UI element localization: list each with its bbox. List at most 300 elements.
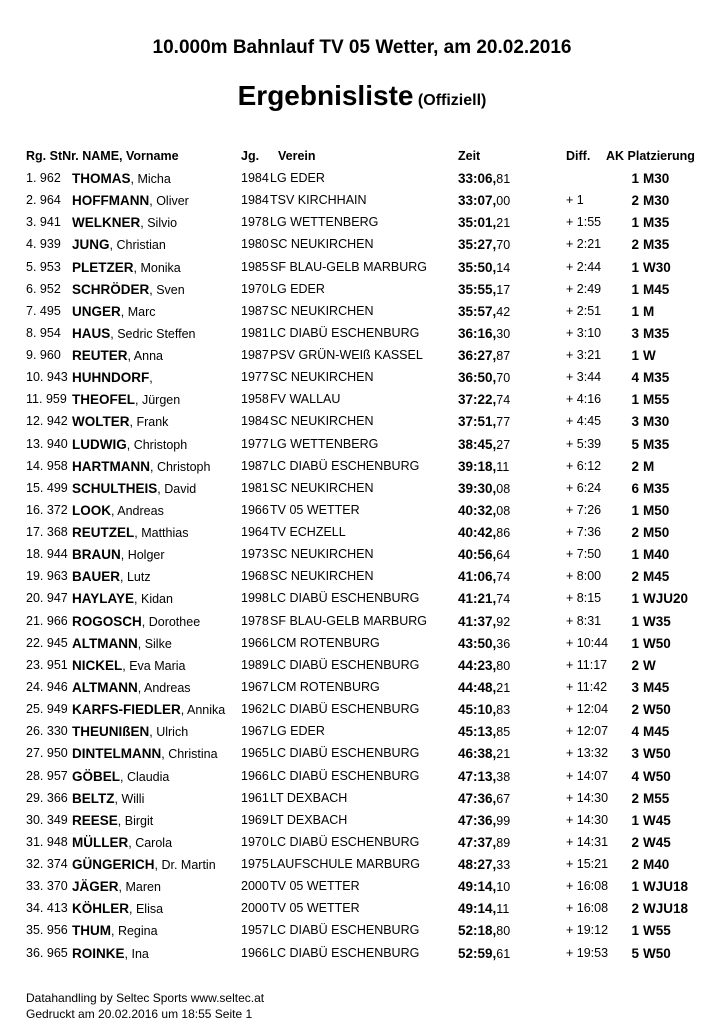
ak-place: 2 [631, 193, 639, 209]
surname: THUM [72, 923, 111, 939]
athlete-name [72, 636, 172, 651]
surname: ROGOSCH [72, 613, 142, 629]
athlete-name [72, 857, 216, 872]
table-row [0, 503, 724, 525]
rank-stnr [26, 746, 68, 760]
ak-place: 5 [631, 945, 639, 961]
birth-year: 1978 [241, 613, 269, 628]
surname: DINTELMANN [72, 746, 162, 762]
time-main: 47:36 [458, 812, 493, 828]
time-diff: + 15:21 [566, 857, 609, 872]
name-separator: , [117, 813, 125, 828]
birth-year: 1977 [241, 370, 269, 385]
time-hundredths: 81 [496, 172, 511, 186]
rank-stnr [26, 414, 68, 428]
time-hundredths: 70 [496, 238, 511, 253]
first-name: Dorothee [148, 614, 201, 629]
start-number: 374 [46, 857, 68, 872]
athlete-name [72, 193, 189, 208]
ak-place: 1 [631, 281, 639, 297]
ak-class: M35 [643, 480, 670, 496]
athlete-name [72, 304, 156, 319]
time-hundredths: 14 [496, 260, 511, 275]
start-number: 952 [39, 281, 61, 296]
athlete-name [72, 547, 165, 562]
athlete-name [72, 614, 200, 629]
ak-place: 1 [631, 923, 639, 939]
page-subtitle [0, 80, 724, 112]
rank-stnr [26, 658, 68, 672]
ak-place: 3 [631, 746, 639, 762]
ak-class: M55 [643, 392, 670, 408]
club: LC DIABÜ ESCHENBURG [270, 657, 420, 672]
club: LC DIABÜ ESCHENBURG [270, 746, 420, 761]
ak-place: 1 [631, 635, 639, 651]
surname: BELTZ [72, 790, 115, 806]
rank-stnr [26, 879, 68, 893]
start-number: 943 [46, 370, 68, 385]
finish-time: 35:01,21 [458, 215, 511, 231]
birth-year: 1965 [241, 746, 269, 761]
ak-place: 1 [631, 303, 639, 319]
start-number: 957 [46, 768, 68, 783]
first-name: Anna [133, 349, 163, 364]
finish-time: 40:56,64 [458, 547, 511, 563]
ak-class: W35 [643, 613, 671, 629]
club: LC DIABÜ ESCHENBURG [270, 591, 420, 606]
table-row [0, 680, 724, 702]
first-name: Micha [137, 172, 171, 186]
time-diff: + 4:45 [566, 414, 602, 429]
athlete-name [72, 946, 149, 961]
column-header-year: Jg. [241, 149, 260, 163]
surname: GÜNGERICH [72, 857, 155, 873]
first-name: Christoph [156, 459, 211, 474]
surname: NICKEL [72, 657, 123, 673]
athlete-name [72, 392, 180, 407]
rank: 10. [26, 370, 44, 385]
table-row [0, 260, 724, 282]
first-name: Frank [136, 415, 169, 430]
finish-time: 52:59,61 [458, 945, 511, 961]
ak-class: M45 [643, 679, 670, 695]
start-number: 962 [39, 171, 61, 185]
name-separator: , [154, 858, 162, 873]
rank: 36. [26, 945, 44, 960]
ak-class: M [643, 458, 655, 474]
start-number: 946 [46, 679, 68, 694]
time-diff: + 16:08 [566, 879, 609, 894]
time-main: 37:51 [458, 414, 493, 430]
start-number: 940 [46, 436, 68, 451]
rank-stnr [26, 304, 61, 318]
ak-class: M40 [643, 547, 670, 563]
rank-stnr [26, 813, 68, 827]
first-name: Andreas [144, 680, 191, 695]
first-name: Carola [135, 835, 173, 850]
table-row [0, 525, 724, 547]
time-main: 52:18 [458, 923, 493, 939]
first-name: Willi [121, 791, 145, 806]
rank: 29. [26, 790, 44, 805]
ak-place: 2 [631, 657, 639, 673]
time-diff: + 2:44 [566, 259, 602, 274]
finish-time: 47:13,38 [458, 768, 511, 784]
rank: 32. [26, 857, 44, 872]
athlete-name [72, 658, 185, 673]
athlete-name [72, 370, 153, 385]
ak-class: WJU20 [643, 591, 689, 607]
ak-place: 2 [631, 790, 639, 806]
time-main: 40:42 [458, 525, 493, 541]
club: LC DIABÜ ESCHENBURG [270, 325, 420, 340]
club: LC DIABÜ ESCHENBURG [270, 945, 420, 960]
start-number: 366 [46, 790, 68, 805]
name-separator: , [128, 835, 136, 850]
birth-year: 1957 [241, 923, 269, 938]
surname: REUTER [72, 348, 128, 364]
time-main: 33:06 [458, 171, 493, 186]
table-row [0, 658, 724, 680]
birth-year: 1973 [241, 547, 269, 562]
rank-stnr [26, 237, 61, 251]
surname: HAYLAYE [72, 591, 135, 607]
rank: 33. [26, 879, 44, 894]
birth-year: 1987 [241, 458, 269, 473]
ak-place: 4 [631, 768, 639, 784]
ak-class: W50 [643, 702, 671, 718]
rank: 27. [26, 746, 44, 761]
rank: 15. [26, 480, 44, 495]
rank-stnr [26, 215, 61, 229]
athlete-name [72, 237, 166, 252]
rank-stnr [26, 901, 68, 915]
ak-place: 1 [631, 502, 639, 518]
table-row [0, 813, 724, 835]
first-name: Sedric Steffen [117, 326, 196, 341]
time-hundredths: 99 [496, 813, 511, 828]
table-row [0, 326, 724, 348]
finish-time: 41:21,74 [458, 591, 511, 607]
name-separator: , [161, 747, 169, 762]
time-hundredths: 80 [496, 658, 511, 673]
time-diff: + 8:15 [566, 591, 602, 606]
athlete-name [72, 724, 188, 739]
ak-class: M40 [643, 857, 670, 873]
surname: LOOK [72, 502, 111, 518]
birth-year: 1984 [241, 193, 269, 208]
time-main: 49:14 [458, 879, 493, 895]
time-hundredths: 61 [496, 946, 511, 961]
finish-time: 35:55,17 [458, 281, 511, 297]
time-hundredths: 21 [496, 216, 511, 231]
name-separator: , [111, 503, 118, 518]
start-number: 372 [46, 502, 68, 517]
ak-place: 2 [631, 525, 639, 541]
time-diff: + 16:08 [566, 901, 609, 916]
name-separator: , [149, 725, 157, 740]
finish-time: 52:18,80 [458, 923, 511, 939]
time-hundredths: 86 [496, 526, 511, 541]
time-main: 35:57 [458, 303, 493, 319]
ak-class: M55 [643, 790, 670, 806]
finish-time: 47:36,99 [458, 812, 511, 828]
club: LG WETTENBERG [270, 215, 379, 230]
birth-year: 1966 [241, 768, 269, 783]
table-row [0, 547, 724, 569]
time-main: 45:13 [458, 724, 493, 740]
name-separator: , [149, 371, 153, 386]
rank-stnr [26, 857, 68, 871]
name-separator: , [118, 880, 126, 895]
birth-year: 1980 [241, 237, 269, 252]
time-hundredths: 83 [496, 703, 511, 718]
ak-class: W [643, 348, 656, 364]
athlete-name [72, 879, 161, 894]
name-separator: , [141, 614, 149, 629]
time-main: 38:45 [458, 436, 493, 452]
time-hundredths: 11 [496, 902, 510, 917]
first-name: Jürgen [141, 393, 181, 408]
rank: 18. [26, 547, 44, 562]
ak-place: 2 [631, 857, 639, 873]
time-diff: + 12:07 [566, 724, 609, 739]
rank: 35. [26, 923, 44, 938]
surname: BAUER [72, 569, 121, 585]
ak-place: 1 [631, 392, 639, 408]
ak-class: W50 [643, 768, 671, 784]
rank: 3. [26, 215, 37, 230]
table-row [0, 702, 724, 724]
start-number: 963 [46, 569, 68, 584]
ak-place: 1 [631, 613, 639, 629]
time-hundredths: 74 [496, 570, 511, 585]
rank: 28. [26, 768, 44, 783]
ak-class: W45 [643, 812, 671, 828]
finish-time: 40:32,08 [458, 502, 511, 518]
table-row [0, 835, 724, 857]
start-number: 942 [46, 414, 68, 429]
ak-class: W30 [643, 259, 671, 275]
name-separator: , [114, 791, 122, 806]
club: SC NEUKIRCHEN [270, 303, 374, 318]
ak-class: M50 [643, 502, 670, 518]
name-separator: , [137, 636, 145, 651]
name-separator: , [110, 326, 118, 341]
time-diff: + 7:50 [566, 547, 602, 562]
time-main: 44:23 [458, 657, 493, 673]
birth-year: 1958 [241, 392, 269, 407]
start-number: 965 [46, 945, 68, 960]
rank-stnr [26, 503, 68, 517]
club: TSV KIRCHHAIN [270, 193, 367, 208]
first-name: Maren [125, 880, 161, 895]
first-name: Andreas [117, 503, 164, 518]
rank: 14. [26, 458, 44, 473]
rank-stnr [26, 614, 68, 628]
surname: THOMAS [72, 171, 131, 186]
club: TV ECHZELL [270, 525, 346, 540]
time-diff: + 19:53 [566, 945, 609, 960]
rank: 9. [26, 348, 37, 363]
surname: UNGER [72, 303, 121, 319]
time-hundredths: 00 [496, 194, 511, 209]
athlete-name [72, 215, 177, 230]
time-main: 41:37 [458, 613, 493, 629]
time-main: 36:50 [458, 370, 493, 386]
birth-year: 1989 [241, 657, 269, 672]
ak-class: WJU18 [643, 901, 689, 917]
rank-stnr [26, 791, 68, 805]
ak-place: 3 [631, 679, 639, 695]
rank: 7. [26, 303, 37, 318]
first-name: Christina [168, 747, 218, 762]
ak-place: 2 [631, 702, 639, 718]
surname: JÄGER [72, 879, 119, 895]
rank: 21. [26, 613, 44, 628]
time-hundredths: 11 [496, 459, 510, 474]
club: LT DEXBACH [270, 790, 348, 805]
rank-stnr [26, 370, 68, 384]
birth-year: 1998 [241, 591, 269, 606]
ak-place: 1 [631, 171, 639, 186]
start-number: 495 [39, 303, 61, 318]
birth-year: 1987 [241, 303, 269, 318]
name-separator: , [120, 548, 128, 563]
table-row [0, 437, 724, 459]
birth-year: 1967 [241, 724, 269, 739]
birth-year: 1967 [241, 679, 269, 694]
column-header-diff: Diff. [566, 149, 591, 163]
ak-place: 2 [631, 458, 639, 474]
table-row [0, 923, 724, 945]
first-name: Christoph [133, 437, 188, 452]
finish-time: 41:37,92 [458, 613, 511, 629]
ak-place: 2 [631, 901, 639, 917]
first-name: Marc [127, 304, 156, 319]
ak-class: M45 [643, 569, 670, 585]
start-number: 349 [46, 812, 68, 827]
athlete-name [72, 459, 210, 474]
club: LC DIABÜ ESCHENBURG [270, 702, 420, 717]
time-diff: + 14:30 [566, 812, 609, 827]
club: LT DEXBACH [270, 812, 348, 827]
first-name: Oliver [156, 194, 189, 209]
surname: MÜLLER [72, 834, 129, 850]
page-title: 10.000m Bahnlauf TV 05 Wetter, am 20.02.2016 [152, 37, 572, 58]
column-header-ak: AK Platzierung [606, 149, 695, 163]
time-diff: + 10:44 [566, 635, 609, 650]
birth-year: 1969 [241, 812, 269, 827]
first-name: Claudia [126, 769, 170, 784]
club: SC NEUKIRCHEN [270, 547, 374, 562]
table-row [0, 392, 724, 414]
time-diff: + 1 [566, 193, 584, 208]
club: SF BLAU-GELB MARBURG [270, 259, 427, 274]
ak-place: 5 [631, 436, 639, 452]
time-hundredths: 38 [496, 769, 511, 784]
athlete-name [72, 901, 163, 916]
time-main: 49:14 [458, 901, 493, 917]
finish-time: 36:50,70 [458, 370, 511, 386]
table-row [0, 370, 724, 392]
time-diff: + 7:36 [566, 525, 602, 540]
table-row [0, 746, 724, 768]
table-row [0, 193, 724, 215]
ak-class: M35 [643, 325, 670, 341]
time-hundredths: 21 [496, 680, 511, 695]
rank-stnr [26, 569, 68, 583]
surname: THEOFEL [72, 392, 135, 408]
time-main: 41:21 [458, 591, 493, 607]
start-number: 964 [39, 193, 61, 208]
ak-place: 6 [631, 480, 639, 496]
rank-stnr [26, 769, 68, 783]
athlete-name [72, 569, 151, 584]
time-diff: + 2:21 [566, 237, 602, 252]
rank: 8. [26, 325, 37, 340]
time-hundredths: 33 [496, 858, 511, 873]
rank-stnr [26, 171, 61, 185]
time-main: 35:55 [458, 281, 493, 297]
start-number: 948 [46, 834, 68, 849]
athlete-name [72, 326, 196, 341]
finish-time: 39:30,08 [458, 480, 511, 496]
ak-class: M50 [643, 525, 670, 541]
surname: ROINKE [72, 945, 125, 961]
ak-class: W50 [643, 945, 671, 961]
rank: 31. [26, 834, 44, 849]
time-hundredths: 17 [496, 282, 511, 297]
time-main: 47:13 [458, 768, 493, 784]
start-number: 945 [46, 635, 68, 650]
time-hundredths: 92 [496, 614, 511, 629]
club: TV 05 WETTER [270, 502, 360, 517]
ak-class: WJU18 [643, 879, 689, 895]
time-main: 36:27 [458, 348, 493, 364]
birth-year: 2000 [241, 901, 269, 916]
name-separator: , [150, 459, 157, 474]
birth-year: 1987 [241, 348, 269, 363]
time-hundredths: 89 [496, 835, 511, 850]
table-row [0, 591, 724, 613]
time-diff: + 3:44 [566, 370, 602, 385]
birth-year: 1966 [241, 945, 269, 960]
rank-stnr [26, 591, 68, 605]
time-diff: + 14:30 [566, 790, 609, 805]
rank: 24. [26, 679, 44, 694]
rank: 23. [26, 657, 44, 672]
ak-place: 1 [631, 812, 639, 828]
club: SC NEUKIRCHEN [270, 480, 374, 495]
first-name: Silvio [147, 216, 178, 231]
table-row [0, 879, 724, 901]
finish-time: 35:50,14 [458, 259, 511, 275]
time-diff: + 2:51 [566, 303, 602, 318]
birth-year: 1981 [241, 325, 269, 340]
time-main: 33:07 [458, 193, 493, 209]
birth-year: 1985 [241, 259, 269, 274]
subtitle-main: Ergebnisliste [237, 80, 414, 111]
table-row [0, 857, 724, 879]
table-row [0, 171, 724, 193]
name-separator: , [134, 526, 142, 541]
ak-place: 1 [631, 879, 639, 895]
athlete-name [72, 680, 191, 695]
first-name: Holger [127, 548, 165, 563]
rank: 5. [26, 259, 37, 274]
rank-stnr [26, 525, 68, 539]
